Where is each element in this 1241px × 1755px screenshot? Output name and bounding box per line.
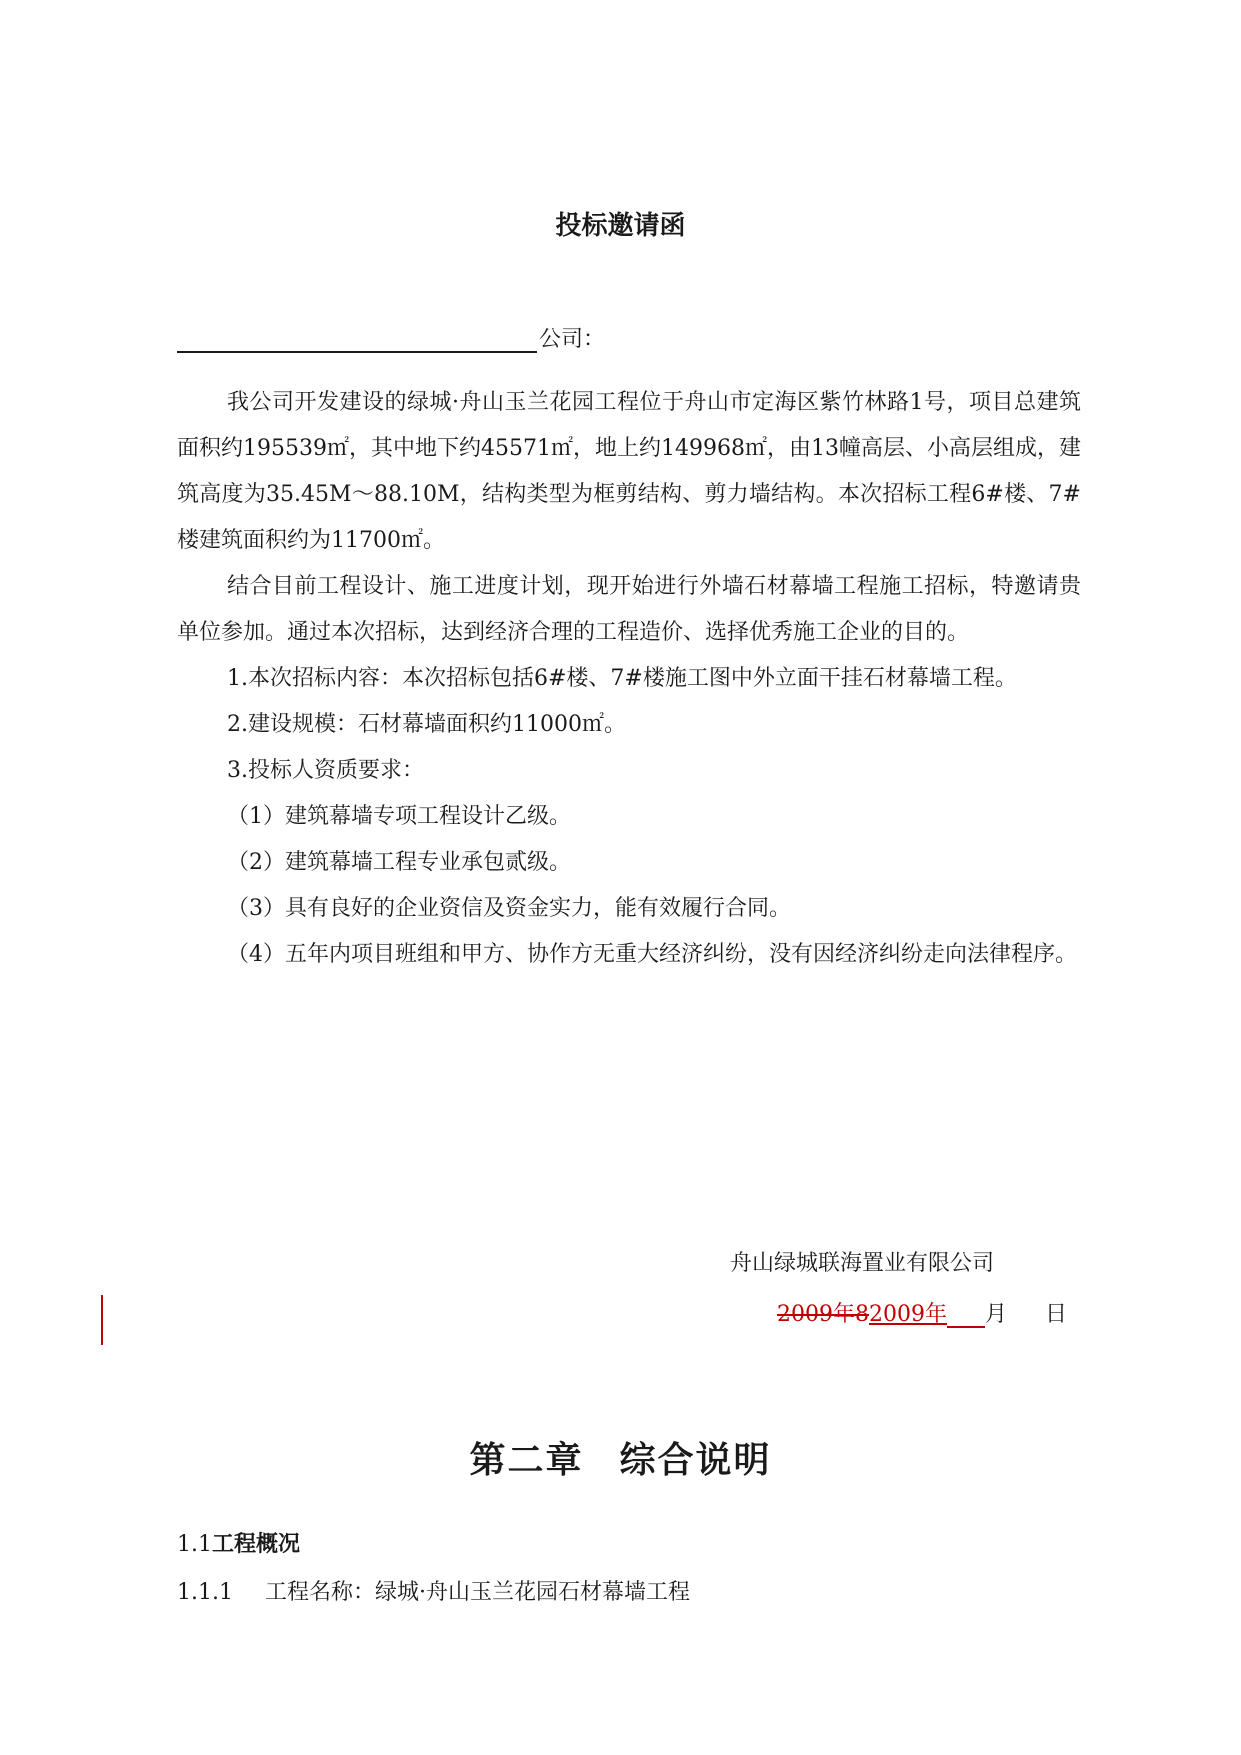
signature-date (777, 1297, 1067, 1328)
letter-body (177, 380, 1081, 978)
subsection-text: 工程名称：绿城·舟山玉兰花园石材幕墙工程 (265, 1580, 690, 1605)
subsection-line (177, 1575, 690, 1606)
chapter-number: 第二章 (469, 1440, 584, 1481)
letter-title: 投标邀请函 (555, 211, 686, 241)
day-label: 日 (1045, 1302, 1068, 1327)
list-item: （1）建筑幕墙专项工程设计乙级。 (227, 804, 571, 829)
list-item: （2）建筑幕墙工程专业承包贰级。 (227, 850, 571, 875)
section-heading (177, 1527, 300, 1558)
deleted-date-text: 2009年8 (777, 1302, 869, 1327)
section-title: 工程概况 (212, 1532, 301, 1557)
signature-company: 舟山绿城联海置业有限公司 (730, 1251, 995, 1276)
revision-change-bar (101, 1295, 103, 1345)
list-item: 1.本次招标内容：本次招标包括6#楼、7#楼施工图中外立面干挂石材幕墙工程。 (227, 666, 1017, 691)
body-paragraph: 结合目前工程设计、施工进度计划，现开始进行外墙石材幕墙工程施工招标，特邀请贵单位参加。通过本次招标，达到经济合理的工程造价、选择优秀施工企业的目的。 (177, 574, 1081, 645)
list-item: （4）五年内项目班组和甲方、协作方无重大经济纠纷，没有因经济纠纷走向法律程序。 (227, 942, 1077, 967)
month-blank (947, 1312, 985, 1328)
list-item: （3）具有良好的企业资信及资金实力，能有效履行合同。 (227, 896, 791, 921)
chapter-heading (0, 1432, 1241, 1483)
list-item: 3.投标人资质要求： (227, 758, 424, 783)
salutation-suffix: 公司： (539, 327, 606, 352)
section-number: 1.1 (177, 1532, 212, 1557)
subsection-number: 1.1.1 (177, 1580, 233, 1605)
body-paragraph: 我公司开发建设的绿城·舟山玉兰花园工程位于舟山市定海区紫竹林路1号，项目总建筑面积约195539㎡，其中地下约45571㎡，地上约149968㎡，由13幢高层、小高层组成，建筑高度为35.45M～88.10M，结构类型为框剪结构、剪力墙结构。本次招标工程6#楼、7#楼建筑面积约为11700㎡。 (177, 390, 1081, 553)
month-label: 月 (985, 1302, 1008, 1327)
company-name-blank (177, 337, 537, 353)
chapter-title: 综合说明 (619, 1440, 772, 1481)
list-item: 2.建设规模：石材幕墙面积约11000㎡。 (227, 712, 626, 737)
inserted-date-text: 2009年 (869, 1302, 947, 1327)
salutation-line (177, 322, 605, 353)
